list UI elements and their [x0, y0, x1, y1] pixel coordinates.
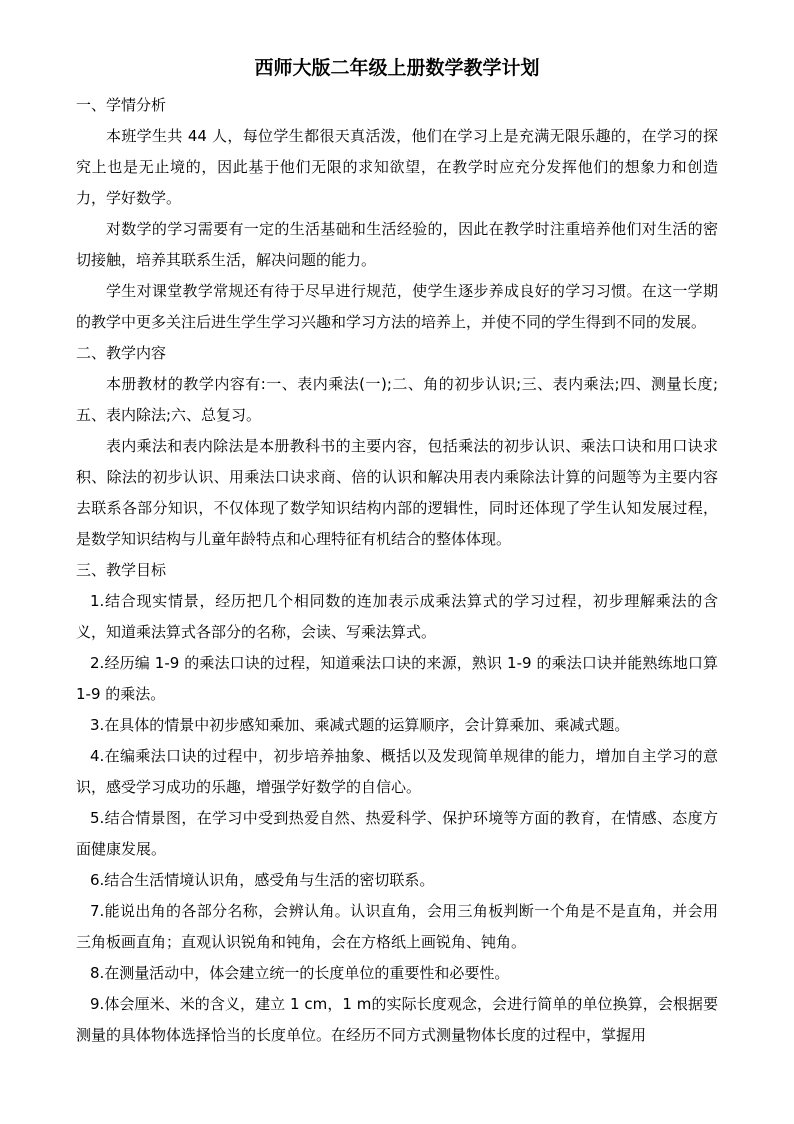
paragraph: 本册教材的教学内容有:一、表内乘法(一);二、角的初步认识;三、表内乘法;四、测量长度;五、表内除法;六、总复习。: [76, 375, 718, 424]
paragraph: 表内乘法和表内除法是本册教科书的主要内容，包括乘法的初步认识、乘法口诀和用口诀求积、除法的初步认识、用乘法口诀求商、倍的认识和解决用表内乘除法计算的问题等为主要内容去联系各部分知识，不仅体现了数学知识结构内部的逻辑性，同时还体现了学生认知发展过程，是数学知识结构与儿童年龄特点和心理特征有机结合的整体体现。: [76, 437, 718, 548]
goal-item: 3.在具体的情景中初步感知乘加、乘减式题的运算顺序，会计算乘加、乘减式题。: [90, 716, 630, 734]
paragraph: 学生对课堂教学常规还有待于尽早进行规范，使学生逐步养成良好的学习习惯。在这一学期的教学中更多关注后进生学生学习兴趣和学习方法的培养上，并使不同的学生得到不同的发展。: [76, 282, 718, 331]
goal-item: 4.在编乘法口诀的过程中，初步培养抽象、概括以及发现简单规律的能力，增加自主学习的意识，感受学习成功的乐趣，增强学好数学的自信心。: [76, 747, 718, 796]
section-heading-teaching-goals: 三、教学目标: [76, 561, 167, 579]
paragraph: 本班学生共 44 人，每位学生都很天真活泼，他们在学习上是充满无限乐趣的，在学习的探究上也是无止境的，因此基于他们无限的求知欲望，在教学时应充分发挥他们的想象力和创造力，学好数学。: [76, 127, 718, 207]
goal-item: 9.体会厘米、米的含义，建立 1 cm，1 m的实际长度观念，会进行简单的单位换算，会根据要测量的具体物体选择恰当的长度单位。在经历不同方式测量物体长度的过程中，掌握用: [76, 995, 718, 1044]
goal-item: 1.结合现实情景，经历把几个相同数的连加表示成乘法算式的学习过程，初步理解乘法的含义，知道乘法算式各部分的名称，会读、写乘法算式。: [76, 592, 718, 641]
document-title: 西师大版二年级上册数学教学计划: [254, 57, 540, 79]
section-heading-teaching-content: 二、教学内容: [76, 344, 167, 362]
goal-item: 6.结合生活情境认识角，感受角与生活的密切联系。: [90, 871, 435, 889]
goal-item: 2.经历编 1-9 的乘法口诀的过程，知道乘法口诀的来源，熟识 1-9 的乘法口诀并能熟练地口算 1-9 的乘法。: [76, 654, 718, 703]
section-heading-learner-analysis: 一、学情分析: [76, 96, 167, 114]
goal-item: 5.结合情景图，在学习中受到热爱自然、热爱科学、保护环境等方面的教育，在情感、态度方面健康发展。: [76, 809, 718, 858]
paragraph: 对数学的学习需要有一定的生活基础和生活经验的，因此在教学时注重培养他们对生活的密切接触，培养其联系生活，解决问题的能力。: [76, 220, 718, 269]
goal-item: 8.在测量活动中，体会建立统一的长度单位的重要性和必要性。: [90, 964, 510, 982]
goal-item: 7.能说出角的各部分名称，会辨认角。认识直角，会用三角板判断一个角是不是直角，并会用三角板画直角；直观认识锐角和钝角，会在方格纸上画锐角、钝角。: [76, 902, 718, 951]
